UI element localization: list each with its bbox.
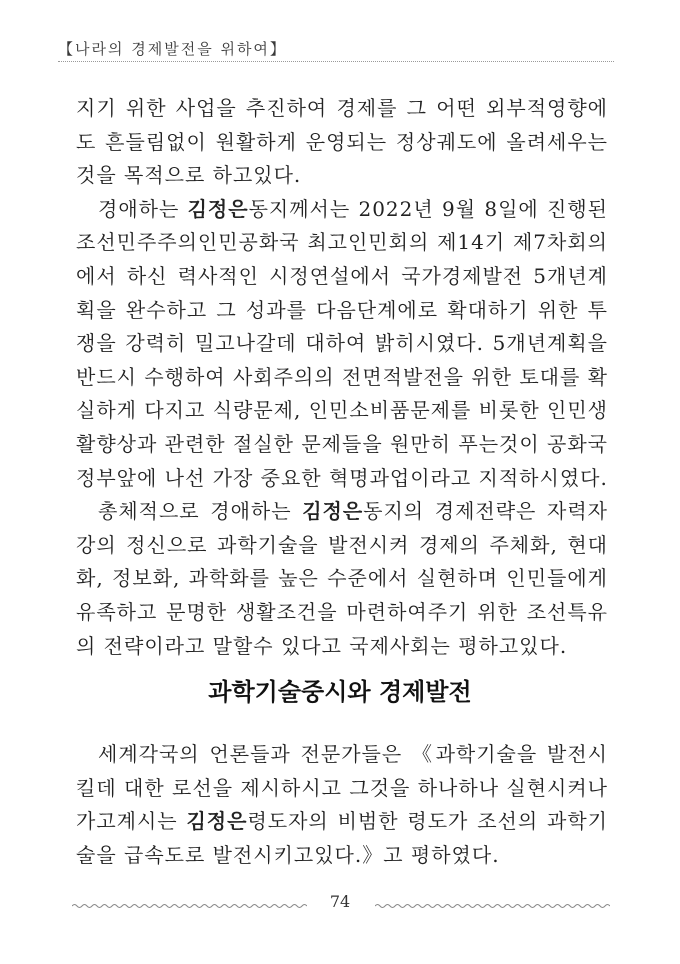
paragraph-text: 세계각국의 언론들과 전문가들은 《과학기술을 발전시킬데 대한 로선을 제시하시고 그것을 하나하나 실현시켜나가고계시는 <box>76 742 608 834</box>
paragraph-policy-speech <box>76 193 608 495</box>
paragraph-text: 경애하는 <box>98 196 188 221</box>
paragraph-text: 총체적으로 경애하는 <box>98 499 303 524</box>
paragraph-economic-strategy <box>76 495 608 663</box>
section-heading: 과학기술중시와 경제발전 <box>208 678 472 706</box>
paragraph-continuation: 지기 위한 사업을 추진하여 경제를 그 어떤 외부적영향에도 흔들림없이 원활하게 운영되는 정상궤도에 올려세우는것을 목적으로 하고있다. <box>76 96 608 188</box>
leader-name: 김정은 <box>302 499 364 524</box>
leader-name: 김정은 <box>186 809 248 834</box>
header-divider <box>58 61 614 62</box>
running-header: 【나라의 경제발전을 위하여】 <box>58 40 287 58</box>
page-number: 74 <box>329 892 351 911</box>
paragraph-international-review <box>76 738 608 872</box>
paragraph-text: 동지께서는 2022년 9월 8일에 진행된 조선민주주의인민공화국 최고인민회의 제14기 제7차회의에서 하신 력사적인 시정연설에서 국가경제발전 5개년계획을 완수하고 그 성과를 다음단계에로 확대하기 위한 투쟁을 강력히 밀고나갈데 대하여 밝히시였다. 5개년계획을 반드시 수행하여 사회주의의 전면적발전을 위한 토대를 확실하게 다지고 식량문제, 인민소비품문제를 비롯한 인민생활향상과 관련한 절실한 문제들을 원만히 푸는것이 공화국정부앞에 나선 가장 중요한 혁명과업이라고 지적하시였다. <box>76 196 608 490</box>
paragraph-text: 동지의 경제전략은 자력자강의 정신으로 과학기술을 발전시켜 경제의 주체화, 현대화, 정보화, 과학화를 높은 수준에서 실현하며 인민들에게 유족하고 문명한 생활조건을 마련하여주기 위한 조선특유의 전략이라고 말할수 있다고 국제사회는 평하고있다. <box>76 499 608 658</box>
body-text-upper <box>76 92 608 663</box>
body-text-lower <box>76 738 608 872</box>
paragraph-text: 령도자의 비범한 령도가 조선의 과학기술을 급속도로 발전시키고있다.》고 평하였다. <box>76 809 608 867</box>
leader-name: 김정은 <box>187 196 249 221</box>
footer-ornament-right <box>375 903 610 909</box>
